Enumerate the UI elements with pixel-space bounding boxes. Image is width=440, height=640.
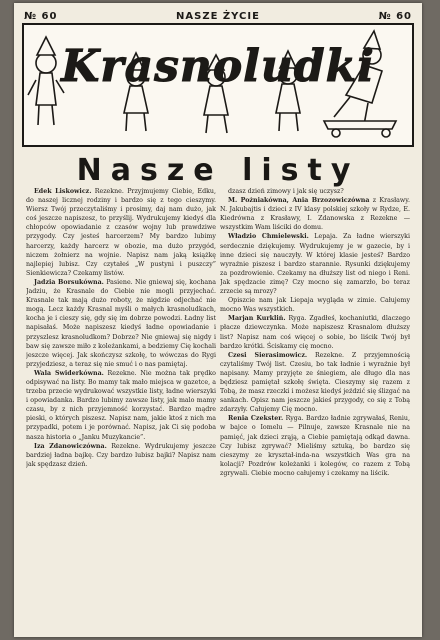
letter-paragraph — [26, 278, 216, 369]
letter-author: Czesi Sierasimowicz. — [228, 351, 308, 359]
masthead-title: Krasnoludki — [61, 41, 375, 92]
letter-author: Renia Czekster. — [228, 415, 284, 423]
letter-author: Marjan Kurkliń. — [228, 315, 286, 323]
letter-paragraph — [220, 414, 410, 478]
letter-text: Rezekne. Przyjmujemy Ciebie, Edku, do naszej licznej rodziny i bardzo się z tego cieszymy. Wiersz Twój przeczytaliśmy i prosimy, daj nam dużo, jak coś jeszcze napiszesz, to przyślij. Wydrukujemy kiedyś dla chłopców opowiadanie z czasów wojny lub prawdziwe przygody. Czy jesteś harcerzem? My bardzo lubimy harcerzy, każdy harcerz w obozie, ma dużo przygód, niczem żołnierz na wojnie. Napisz nam jaką książkę najlepiej lubisz. Czy czytałeś „W pustyni i puszczy” Sienkiewicza? Czekamy listów. — [26, 188, 216, 277]
letters-column-left — [26, 187, 216, 627]
letter-text: z Krasławy. N. Jakubajtis i dzieci z IV klasy polskiej szkoły w Rydze, E. Kiedrówna z Krasławy, I. Zdanowska z Rezekne — wszystkim Wam liściki do domu. — [220, 197, 410, 232]
letter-author: M. Pożniakówna, Ania Brzozowiczówna — [228, 197, 370, 205]
letter-text: Lepaja. Za ładne wierszyki serdecznie dziękujemy. Wydrukujemy je w gazecie, by i inne dzieci się nauczyły. W której klasie jesteś? Bardzo wyraźnie piszesz i bardzo starannie. Rysunki dziękujemy za pozdrowienie. Czekamy na dłuższy list od niego i Reni. Jak spędzacie zimę? Czy mocno się zamarzło, bo teraz zrzecie są mrozy? — [220, 233, 410, 296]
letter-paragraph — [220, 232, 410, 296]
letter-paragraph — [26, 187, 216, 278]
letter-author: Jadzia Borsukówna. — [34, 278, 104, 286]
letter-paragraph — [26, 369, 216, 442]
letter-text: Rezekne. Nie można tak prędko odpisywać na listy. Bo mamy tak mało miejsca w gazetce, a trzeba przecie wydrukować wszystkie listy, ładne wierszyki i opowiadanka. Bardzo lubimy zawsze listy, jak malo mamy czasu, by z nich przyjemność korzystać. Bardzo mądre pieski, o których piszesz. Napisz nam, jakie ktoś z nich ma przypadki, potem i je porównać. Napisz, jak Ci się podoba nasza historia o „Janku Muzykancie”. — [26, 369, 216, 441]
top-banner — [24, 9, 412, 23]
letter-author: Iza Zdanowiczówna. — [34, 442, 107, 450]
letter-text: Rezekne. Z przyjemnością czytaliśmy Twój list. Czesiu, bo tak ładnie i wyraźnie był napisany. Mamy przyjęte ze śniegiem, ale długo dla nas będziesz pamiętał szkołę święta. Cieszymy się razem z Tobą, że masz rzeczki i możesz kiedyś jeździć się ślizgać na sankach. Opisz nam jeszcze jakieś przygody, co się z Tobą zdarzyły. Całujemy Cię mocno. — [220, 351, 410, 414]
letter-text: Rezekne. Wydrukujemy jeszcze bardziej ładna bajkę. Czy bardzo lubisz bajki? Napisz nam jak spędzasz dzień. — [26, 442, 216, 468]
letter-text: Ryga. Bardzo ładnie zgrywałaś, Reniu, w bajce o Iomelu — Pilnuje, zawsze Krasnale nie na pamięć, jak dzieci zrąją, a Ciebie pamiętają odkąd dawna. Czy lubisz zgrywać? Mieliśmy sztuką, bo bardzo się cieszymy ze kryształ-inda-na wszystkich Was gra na kolacji? Pozdrów koleżanki i kolegów, co razem z Tobą zgrywali. Ciebie mocno całujemy i czekamy na liścik. — [220, 415, 410, 477]
letter-paragraph — [220, 296, 410, 314]
letter-author: Władzio Chmielewski. — [228, 233, 309, 241]
letter-text: Pasiene. Nie gniewaj się, kochana Jadziu, że Krasnale do Ciebie nie mogli przyjechać. Krasnale tak mają dużo roboty, że nigdzie odjechać nie mogą. Lecz każdy Krasnal myśli o małych krasnoludkach, kocha je i cieszy się, gdy się im dobrze powodzi. Ładny list napisałaś. Może napiszesz kiedyś ładne opowiadanie i przyszlesz krasnoludkom? Dobrze? Nie gniewaj się nigdy i baw się zawsze miło z koleżankami, a bedziemy Cię kochali jeszcze więcej. Jak skończysz szkołę, to wówczas do Rygi przyjedziesz, a teraz się nie smuć i o nas pamiętaj. — [26, 278, 216, 368]
letter-paragraph — [26, 442, 216, 469]
letter-text: Ryga. Zgadłeś, kochaniutki, dlaczego płacze dziewczynka. Może napiszesz Krasnalom dłuższy list? Napisz nam coś więcej o sobie, bo liścik Twój był bardzo krótki. Ściskamy cię mocno. — [220, 315, 410, 350]
letter-paragraph — [220, 351, 410, 415]
letter-text: dzasz dzień zimowy i jak się uczysz? — [228, 188, 344, 195]
letter-text: Opiszcie nam jak Liepaja wygląda w zimie. Całujemy mocno Was wszystkich. — [220, 297, 410, 314]
letters-column-right — [220, 187, 410, 627]
issue-number-left: № 60 — [24, 10, 58, 22]
letter-paragraph — [220, 196, 410, 232]
letter-paragraph — [220, 314, 410, 350]
section-title: Nasze listy — [76, 153, 360, 188]
letter-author: Wala Swiderkówna. — [34, 369, 104, 377]
magazine-page — [14, 3, 422, 637]
letter-paragraph — [220, 187, 410, 196]
letter-author: Edek Liskowicz. — [34, 188, 92, 195]
masthead-illustration — [22, 23, 414, 147]
magazine-name: NASZE ŻYCIE — [176, 10, 260, 22]
issue-number-right: № 60 — [378, 10, 412, 22]
